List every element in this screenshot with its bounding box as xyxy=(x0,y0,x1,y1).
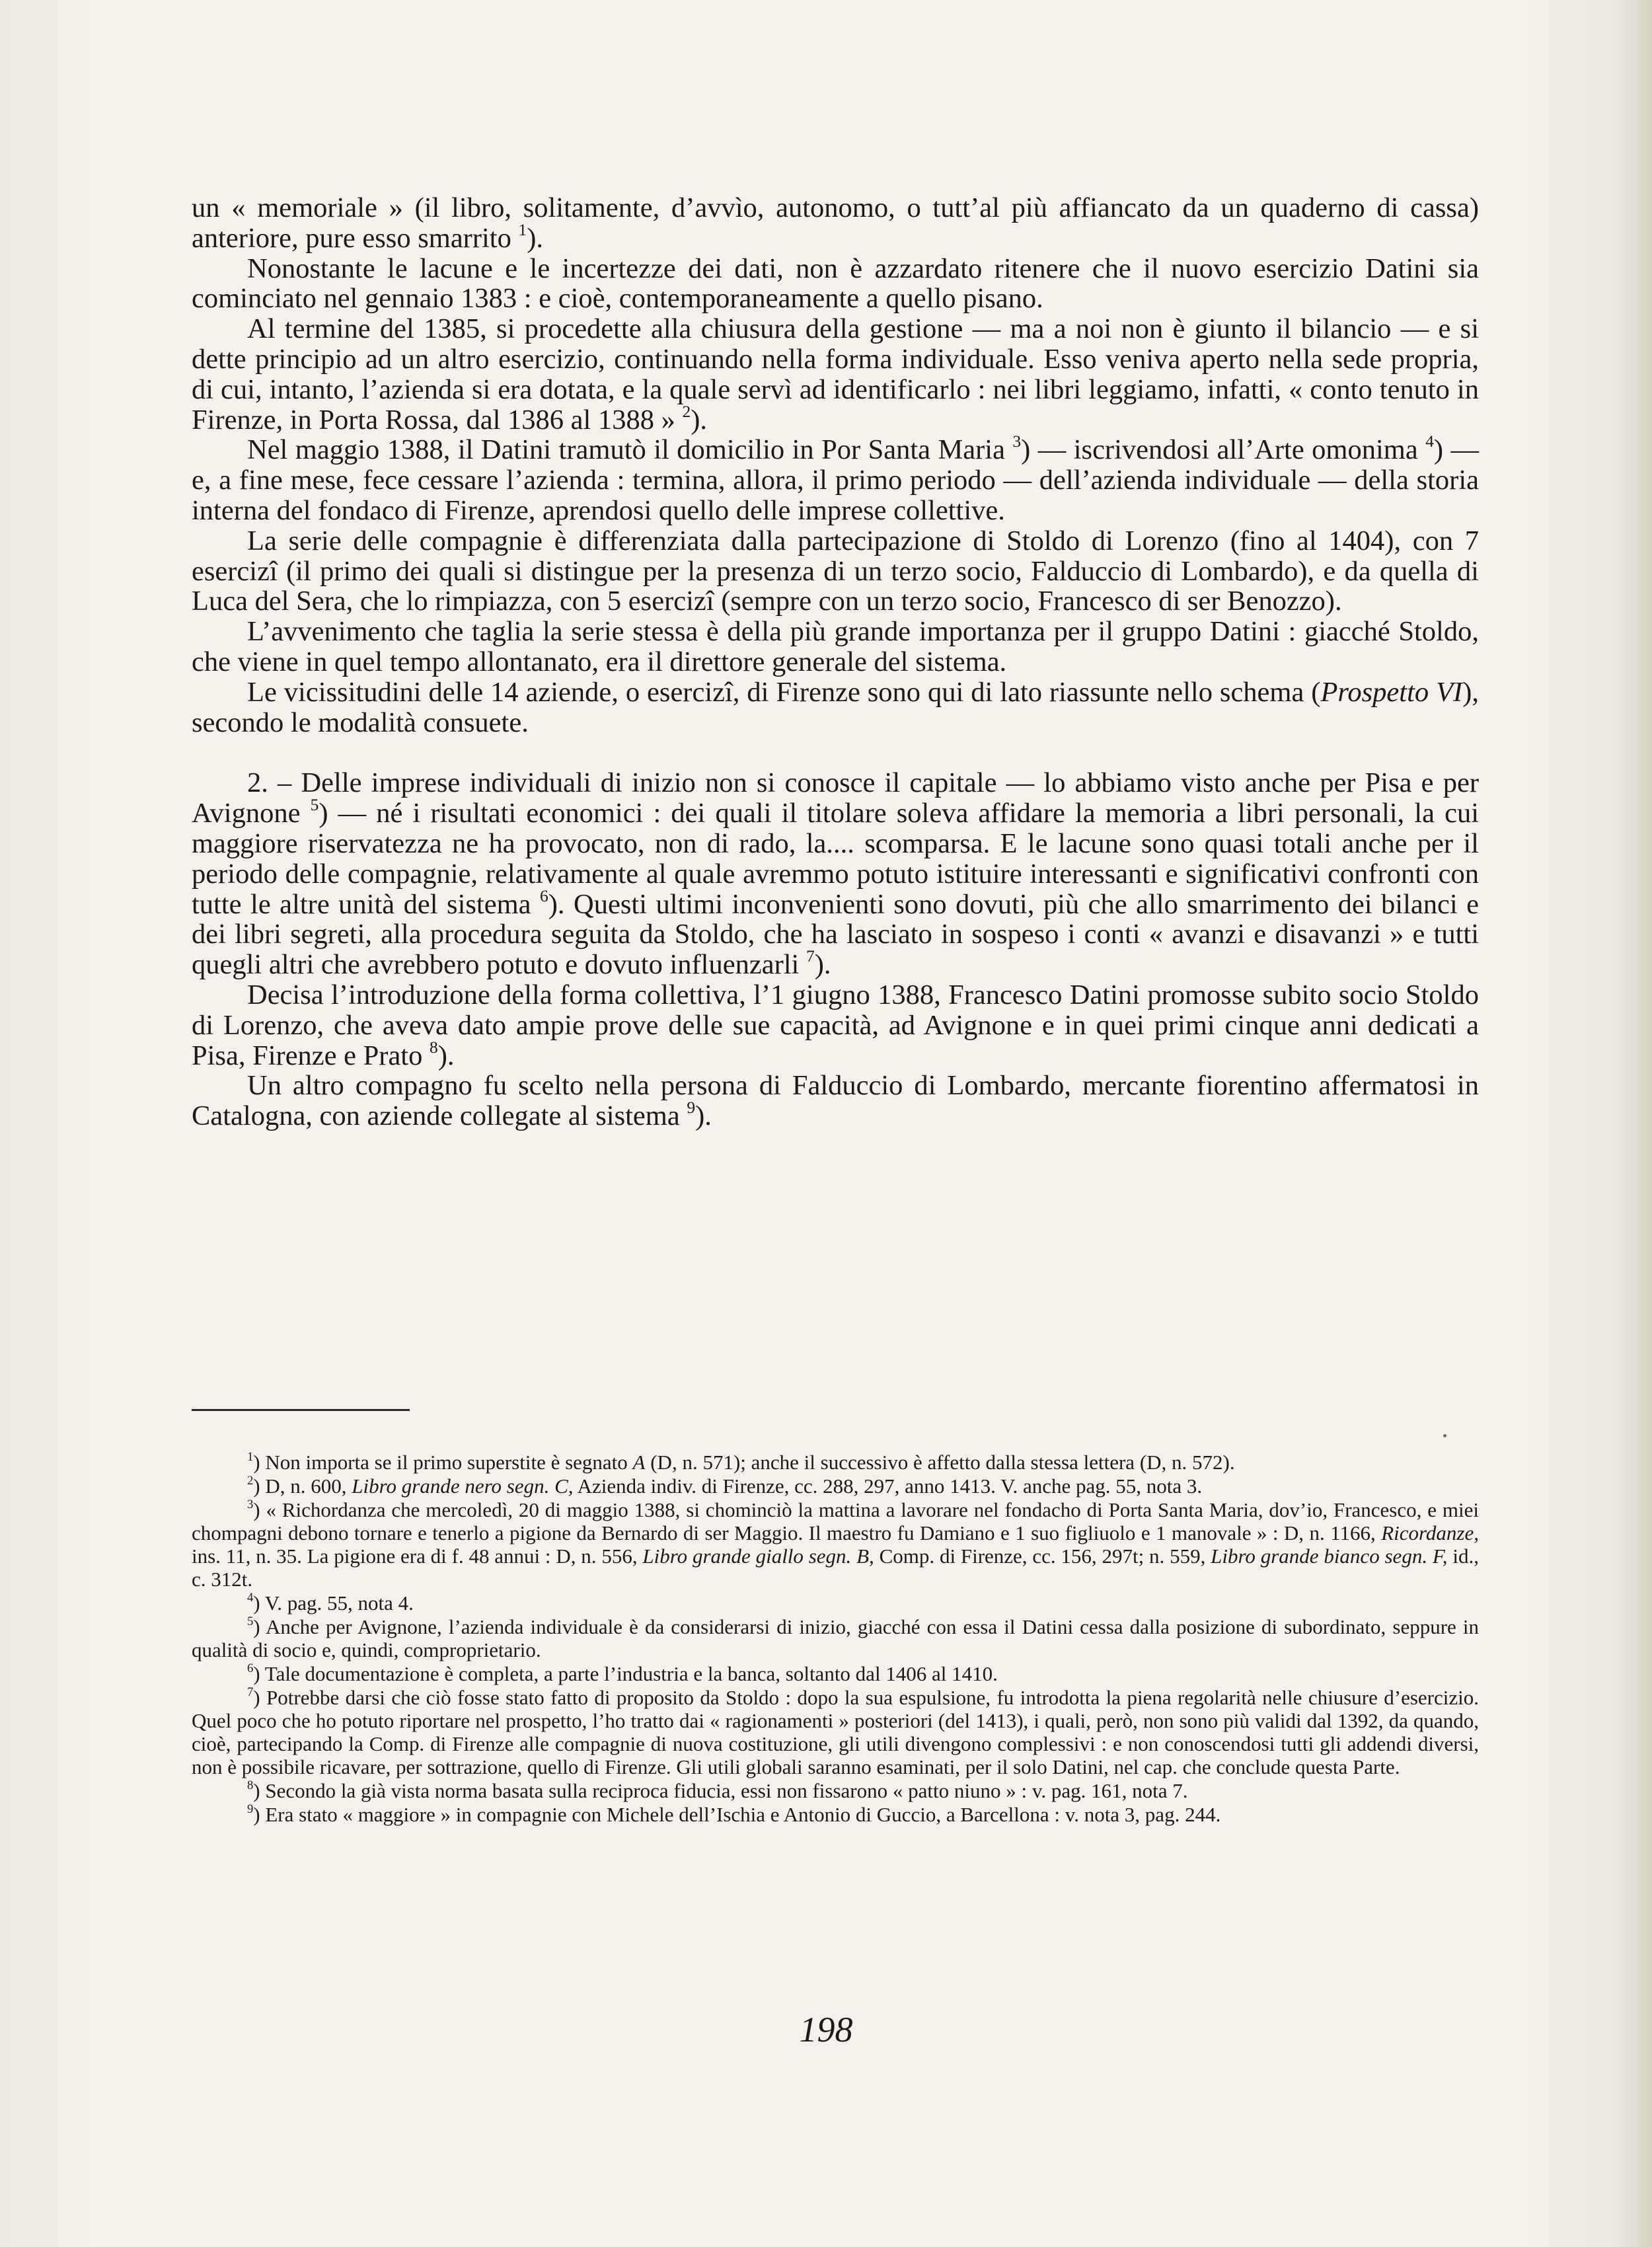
paragraph-10: Un altro compagno fu scelto nella persona di Falduccio di Lombardo, mercante fiorentino affermatosi in Catalogna, con aziende collegate al sistema $^9$). xyxy=(192,1070,1479,1132)
footnote-ref-3: 3 xyxy=(1012,432,1022,451)
prospetto-reference: Prospetto VI xyxy=(1320,676,1463,708)
page-gutter-shadow xyxy=(1616,0,1652,2247)
footnote-4: $^4$) V. pag. 55, nota 4. xyxy=(247,1590,414,1615)
section-2-paragraph: 2. – Delle imprese individuali di inizio non si conosce il capitale — lo abbiamo visto anche per Pisa e per Avignone $^5$) — né i risultati economici : dei quali il titolare soleva affidare la memoria a libri personali, la cui maggiore riservatezza ne ha provocato, non di rado, la.... scomparsa. E le lacune sono quasi totali anche per il periodo delle compagnie, relativamente al quale avremmo potuto istituire interessanti e significativi confronti con tutte le altre unità del sistema $^6$). Questi ultimi inconvenienti sono dovuti, più che allo smarrimento dei bilanci e dei libri segreti, alla procedura seguita da Stoldo, che ha lasciato in sospeso i conti « avanzi e disavanzi » e tutti quegli altri che avrebbero potuto e dovuto influenzarli $^7$). xyxy=(192,767,1480,981)
paragraph-6: L’avvenimento che taglia la serie stessa è della più grande importanza per il gruppo Datini : giacché Stoldo, che viene in quel tempo allontanato, era il direttore generale del sistema. xyxy=(192,616,1479,677)
footnote-ref-8: 8 xyxy=(429,1037,438,1057)
footnote-ref-6: 6 xyxy=(540,886,548,905)
ink-speck xyxy=(1443,1434,1446,1437)
paragraph-7: Le vicissitudini delle 14 aziende, o esercizî, di Firenze sono qui di lato riassunte nello schema (Prospetto VI), secondo le modalità consuete. xyxy=(192,676,1479,738)
footnote-separator xyxy=(192,1409,410,1411)
footnote-2: $^2$) D, n. 600, Libro grande nero segn. C, Azienda indiv. di Firenze, cc. 288, 297, anno 1413. V. anche pag. 55, nota 3. xyxy=(247,1473,1203,1498)
footnote-6: $^6$) Tale documentazione è completa, a parte l’industria e la banca, soltanto dal 1406 al 1410. xyxy=(247,1661,998,1685)
paragraph-1: un « memoriale » (il libro, solitamente, d’avvìo, autonomo, o tutt’al più affiancato da un quaderno di cassa) anteriore, pure esso smarrito $^1$). xyxy=(192,192,1479,254)
footnote-ref-5: 5 xyxy=(310,795,319,815)
body-text xyxy=(192,193,1479,1131)
page-number: 198 xyxy=(799,2010,853,2049)
footnote-3: $^3$) « Richordanza che mercoledì, 20 di maggio 1388, si chominciò la mattina a lavorare nel fondacho di Porta Santa Maria, dov’io, Francesco, e miei chompagni debono tornare e tenerlo a pigione da Bernardo di ser Maggio. Il maestro fu Damiano e 1 suo figliuolo e 1 manovale » : D, n. 1166, Ricordanze, ins. 11, n. 35. La pigione era di f. 48 annui : D, n. 556, Libro grande giallo segn. B, Comp. di Firenze, cc. 156, 297t; n. 559, Libro grande bianco segn. F, id., c. 312t. xyxy=(192,1497,1479,1591)
paragraph-9: Decisa l’introduzione della forma collettiva, l’1 giugno 1388, Francesco Datini promosse subito socio Stoldo di Lorenzo, che aveva dato ampie prove delle sue capacità, ad Avignone e in quei primi cinque anni dedicati a Pisa, Firenze e Prato $^8$). xyxy=(192,979,1479,1071)
footnote-ref-4: 4 xyxy=(1425,432,1434,451)
footnote-8: $^8$) Secondo la già vista norma basata sulla reciproca fiducia, essi non fissarono « patto niuno » : v. pag. 161, nota 7. xyxy=(247,1778,1188,1802)
footnote-ref-1: 1 xyxy=(518,219,527,239)
footnote-1: $^1$) Non importa se il primo superstite è segnato A (D, n. 571); anche il successivo è affetto dalla stessa lettera (D, n. 572). xyxy=(247,1449,1235,1474)
footnote-5: $^5$) Anche per Avignone, l’azienda individuale è da considerarsi di inizio, giacché con essa il Datini cessa dalla posizione di subordinato, seppure in qualità di socio e, quindi, comproprietario. xyxy=(192,1614,1479,1661)
paragraph-2: Nonostante le lacune e le incertezze dei dati, non è azzardato ritenere che il nuovo esercizio Datini sia cominciato nel gennaio 1383 : e cioè, contemporaneamente a quello pisano. xyxy=(192,252,1479,315)
footnotes xyxy=(192,1451,1479,1827)
footnote-ref-2: 2 xyxy=(682,401,691,421)
footnote-7: $^7$) Potrebbe darsi che ciò fosse stato fatto di proposito da Stoldo : dopo la sua espulsione, fu introdotta la piena regolarità nelle chiusure d’esercizio. Quel poco che ho potuto riportare nel prospetto, l’ho tratto dai « ragionamenti » posteriori (del 1413), i quali, però, non sono più validi dal 1392, da quando, cioè, partecipando la Comp. di Firenze alle compagnie di nuova costituzione, gli utili divengono complessivi : e non conoscendosi tutti gli addendi diversi, non è possibile ricavare, per sottrazione, quello di Firenze. Gli utili globali saranno esaminati, per il solo Datini, nel cap. che conclude questa Parte. xyxy=(192,1685,1479,1778)
paragraph-5: La serie delle compagnie è differenziata dalla partecipazione di Stoldo di Lorenzo (fino al 1404), con 7 esercizî (il primo dei quali si distingue per la presenza di un terzo socio, Falduccio di Lombardo), e da quella di Luca del Sera, che lo rimpiazza, con 5 esercizî (sempre con un terzo socio, Francesco di ser Benozzo). xyxy=(192,525,1479,617)
paragraph-3: Al termine del 1385, si procedette alla chiusura della gestione — ma a noi non è giunto il bilancio — e si dette principio ad un altro esercizio, continuando nella forma individuale. Esso veniva aperto nella sede propria, di cui, intanto, l’azienda si era dotata, e la quale servì ad identificarlo : nei libri leggiamo, infatti, « conto tenuto in Firenze, in Porta Rossa, dal 1386 al 1388 » $^2$). xyxy=(192,313,1479,436)
footnote-9: $^9$) Era stato « maggiore » in compagnie con Michele dell’Ischia e Antonio di Guccio, a Barcellona : v. nota 3, pag. 244. xyxy=(247,1802,1221,1826)
paragraph-4: Nel maggio 1388, il Datini tramutò il domicilio in Por Santa Maria $^3$) — iscrivendosi all’Arte omonima $^4$) — e, a fine mese, fece cessare l’azienda : termina, allora, il primo periodo — dell’azienda individuale — della storia interna del fondaco di Firenze, aprendosi quello delle imprese collettive. xyxy=(192,432,1479,526)
footnote-ref-9: 9 xyxy=(687,1098,696,1118)
footnote-ref-7: 7 xyxy=(806,946,815,966)
